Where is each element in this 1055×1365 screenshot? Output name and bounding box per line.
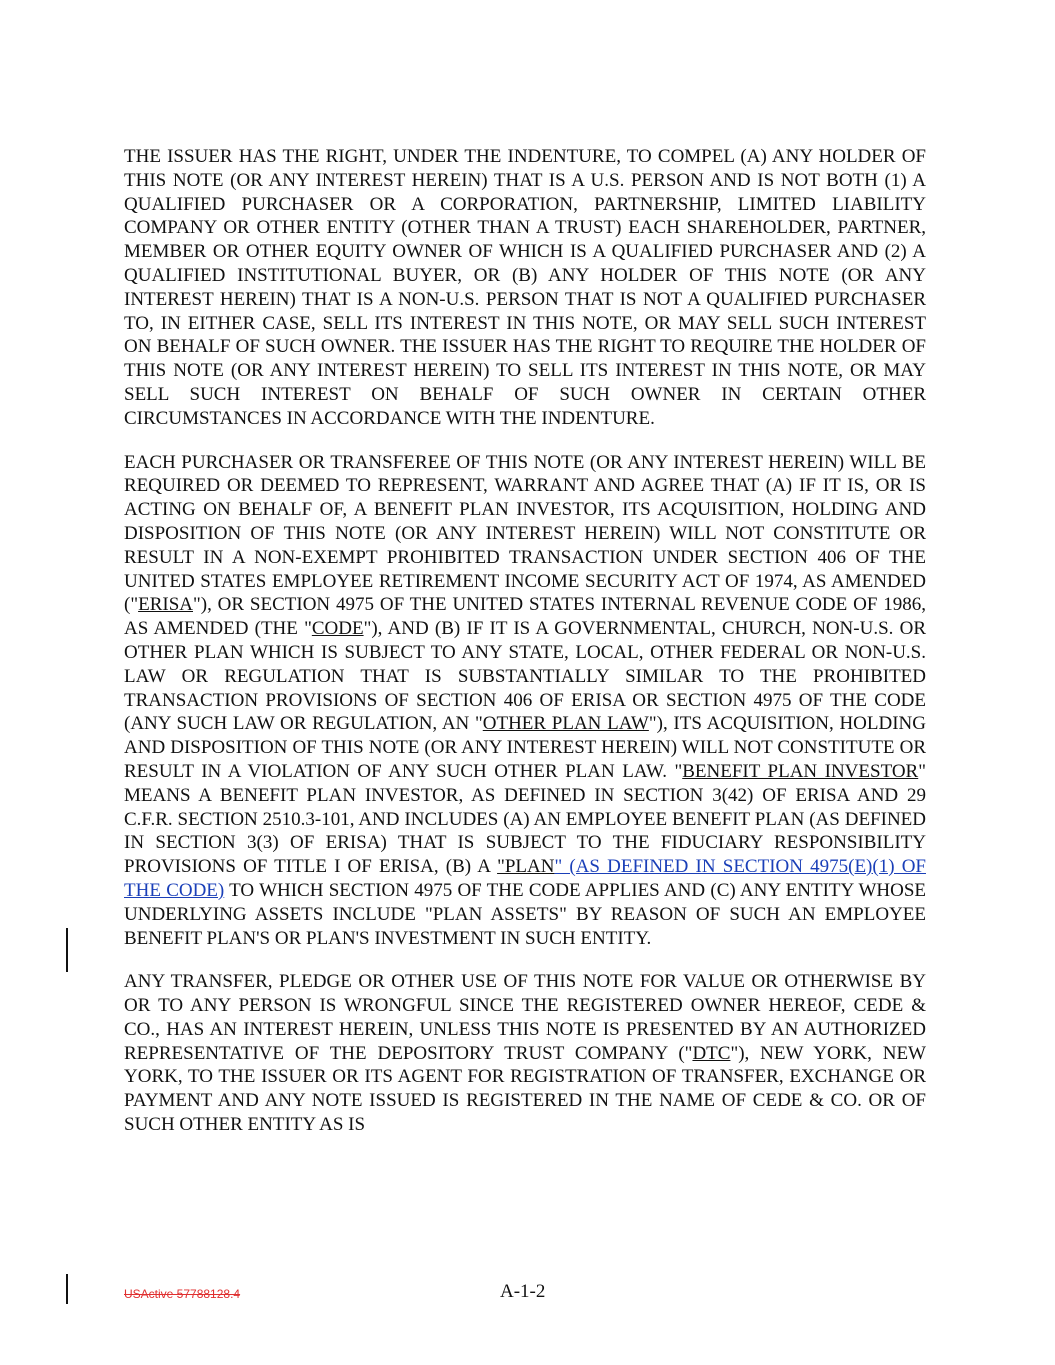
page-number: A-1-2 [500, 1281, 546, 1302]
text-segment: " MEANS A BENEFIT PLAN INVESTOR, AS DEFINED IN SECTION 3(42) OF ERISA AND 29 C.F.R. SECTION 2510.3-101, AND INCLUDES (A) AN EMPLOYEE BENEFIT PLAN (AS DEFINED IN SECTION 3(3) OF ERISA) THAT IS SUBJECT TO THE FIDUCIARY RESPONSIBILITY PROVISIONS OF TITLE I OF ERISA, (B) A [124, 760, 926, 878]
paragraph-transfer-legend [124, 970, 926, 1137]
text-segment: ANY TRANSFER, PLEDGE OR OTHER USE OF THIS NOTE FOR VALUE OR OTHERWISE BY OR TO ANY PERSON IS WRONGFUL SINCE THE REGISTERED OWNER HEREOF, CEDE & CO., HAS AN INTEREST HEREIN, UNLESS THIS NOTE IS PRESENTED BY AN AUTHORIZED REPRESENTATIVE OF THE DEPOSITORY TRUST COMPANY (" [124, 971, 926, 1064]
paragraph-erisa-representation [124, 451, 926, 951]
document-id: USActive 57788128.4 [124, 1287, 241, 1301]
text-segment: "), ITS ACQUISITION, HOLDING AND DISPOSITION OF THIS NOTE (OR ANY INTEREST HEREIN) WILL NOT CONSTITUTE OR RESULT IN A VIOLATION OF ANY SUCH OTHER PLAN LAW. " [124, 713, 926, 782]
text-segment: EACH PURCHASER OR TRANSFEREE OF THIS NOTE (OR ANY INTEREST HEREIN) WILL BE REQUIRED OR DEEMED TO REPRESENT, WARRANT AND AGREE THAT (A) IF IT IS, OR IS ACTING ON BEHALF OF, A BENEFIT PLAN INVESTOR, ITS ACQUISITION, HOLDING AND DISPOSITION OF THIS NOTE (OR ANY INTEREST HEREIN) WILL NOT CONSTITUTE OR RESULT IN A NON-EXEMPT PROHIBITED TRANSACTION UNDER SECTION 406 OF THE UNITED STATES EMPLOYEE RETIREMENT INCOME SECURITY ACT OF 1974, AS AMENDED (" [124, 451, 926, 616]
defined-term-other-plan-law: OTHER PLAN LAW [482, 713, 649, 735]
change-bar-footer [66, 1274, 68, 1304]
text-segment: "), AND (B) IF IT IS A GOVERNMENTAL, CHURCH, NON-U.S. OR OTHER PLAN WHICH IS SUBJECT TO ANY STATE, LOCAL, OTHER FEDERAL OR NON-U.S. LAW OR REGULATION THAT IS SUBSTANTIALLY SIMILAR TO THE PROHIBITED TRANSACTION PROVISIONS OF SECTION 406 OF ERISA OR SECTION 4975 OF THE CODE (ANY SUCH LAW OR REGULATION, AN " [124, 618, 926, 735]
defined-term-code: CODE [311, 618, 364, 640]
document-body [124, 145, 926, 1157]
defined-term-benefit-plan-investor: BENEFIT PLAN INVESTOR [682, 760, 919, 782]
section-4975-link[interactable]: " (AS DEFINED IN SECTION 4975(E)(1) OF THE CODE) [124, 856, 926, 901]
change-bar-paragraph-2 [66, 928, 68, 972]
text-segment: "), OR SECTION 4975 OF THE UNITED STATES INTERNAL REVENUE CODE OF 1986, AS AMENDED (THE " [124, 594, 926, 640]
paragraph-issuer-compel: THE ISSUER HAS THE RIGHT, UNDER THE INDENTURE, TO COMPEL (A) ANY HOLDER OF THIS NOTE (OR ANY INTEREST HEREIN) THAT IS A U.S. PERSON AND IS NOT BOTH (1) A QUALIFIED PURCHASER OR A CORPORATION, PARTNERSHIP, LIMITED LIABILITY COMPANY OR OTHER ENTITY (OTHER THAN A TRUST) EACH SHAREHOLDER, PARTNER, MEMBER OR OTHER EQUITY OWNER OF WHICH IS A QUALIFIED PURCHASER AND (2) A QUALIFIED INSTITUTIONAL BUYER, OR (B) ANY HOLDER OF THIS NOTE (OR ANY INTEREST HEREIN) THAT IS A NON-U.S. PERSON THAT IS NOT A QUALIFIED PURCHASER TO, IN EITHER CASE, SELL ITS INTEREST IN THIS NOTE, OR MAY SELL SUCH INTEREST ON BEHALF OF SUCH OWNER. THE ISSUER HAS THE RIGHT TO REQUIRE THE HOLDER OF THIS NOTE (OR ANY INTEREST HEREIN) TO SELL ITS INTEREST IN THIS NOTE, OR MAY SELL SUCH INTEREST ON BEHALF OF SUCH OWNER IN CERTAIN OTHER CIRCUMSTANCES IN ACCORDANCE WITH THE INDENTURE. [124, 146, 926, 429]
text-segment: TO WHICH SECTION 4975 OF THE CODE APPLIES AND (C) ANY ENTITY WHOSE UNDERLYING ASSETS INCLUDE "PLAN ASSETS" BY REASON OF SUCH AN EMPLOYEE BENEFIT PLAN'S OR PLAN'S INVESTMENT IN SUCH ENTITY. [124, 879, 926, 949]
defined-term-erisa: ERISA [138, 594, 193, 616]
defined-term-dtc: DTC [692, 1042, 731, 1064]
text-segment: "), NEW YORK, NEW YORK, TO THE ISSUER OR ITS AGENT FOR REGISTRATION OF TRANSFER, EXCHANGE OR PAYMENT AND ANY NOTE ISSUED IS REGISTERED IN THE NAME OF CEDE & CO. OR OF SUCH OTHER ENTITY AS IS [124, 1042, 926, 1136]
page-footer [124, 1281, 926, 1305]
defined-term-plan: "PLAN [497, 856, 555, 878]
